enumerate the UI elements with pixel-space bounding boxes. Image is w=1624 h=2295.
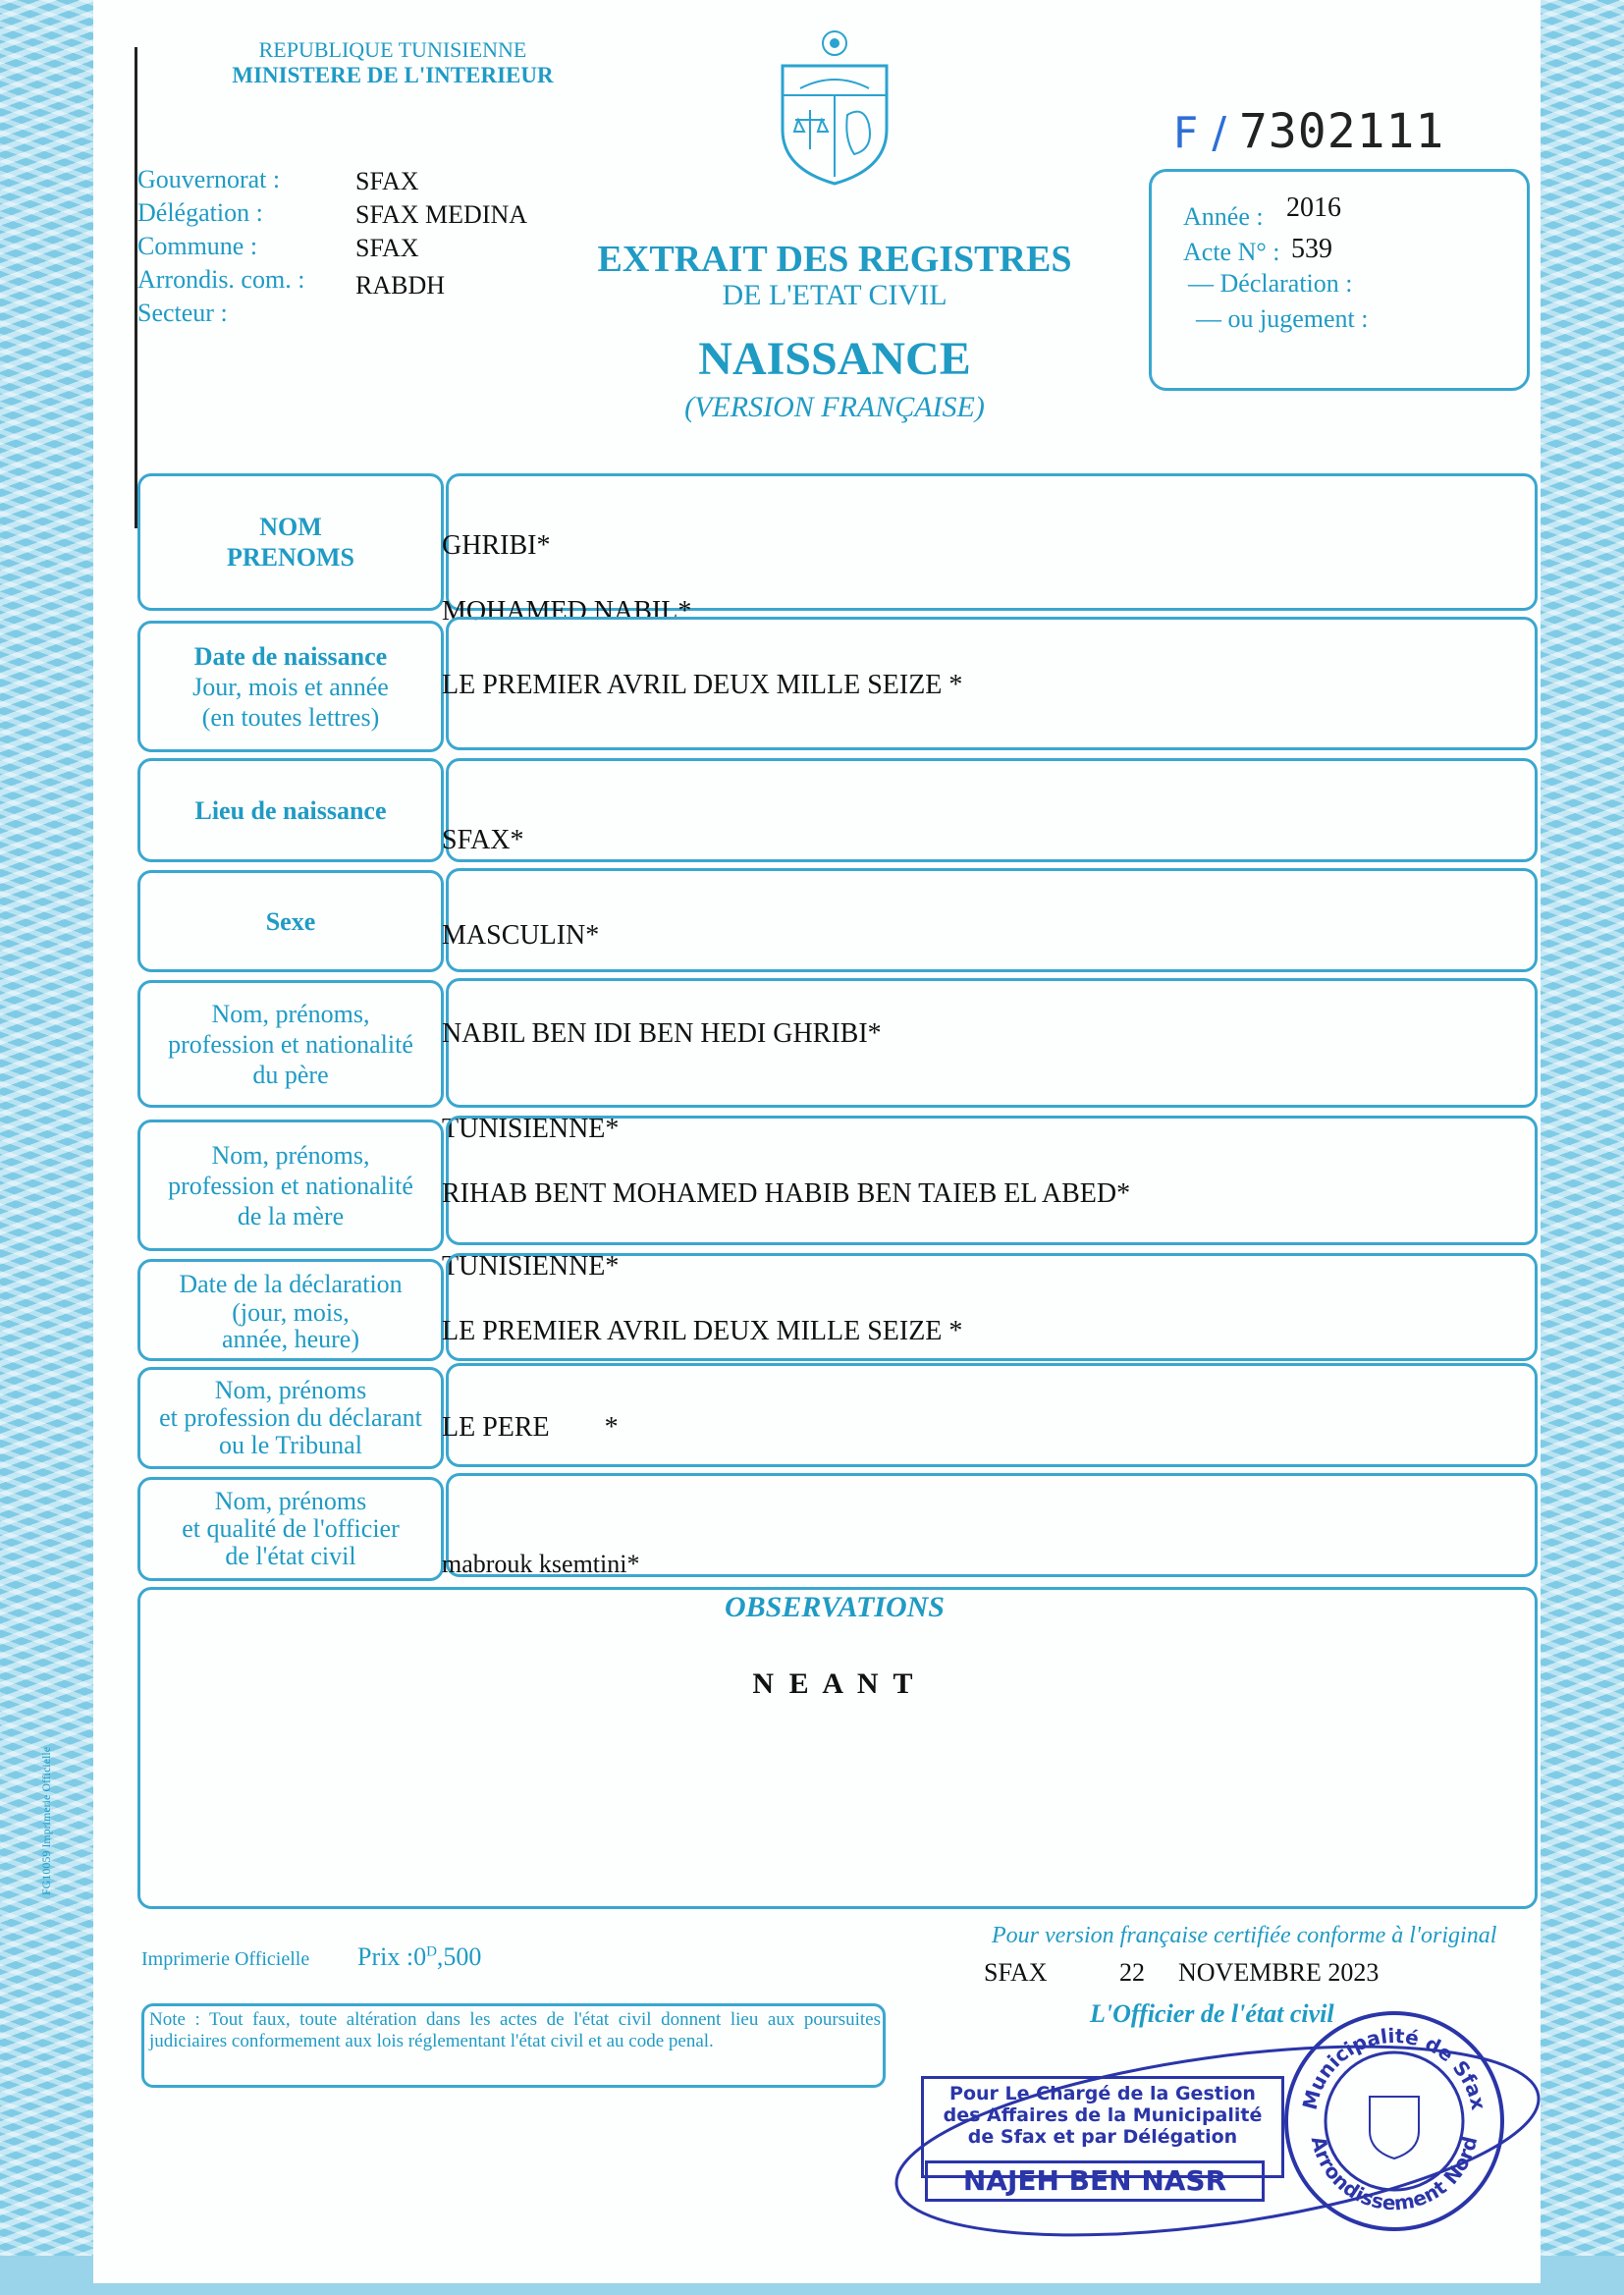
stamp-line: Pour Le Chargé de la Gestion — [949, 2083, 1256, 2104]
svg-text:Arrondissement Nord — [1307, 2134, 1483, 2215]
stamp-name: NAJEH BEN NASR — [962, 2164, 1227, 2197]
price-suffix: ,500 — [436, 1942, 482, 1971]
title-extrait: EXTRAIT DES REGISTRES — [597, 239, 1072, 280]
observations-box — [137, 1587, 1538, 1909]
printer-label: Imprimerie Officielle — [141, 1948, 310, 1970]
arrondissement-value: RABDH — [355, 271, 446, 300]
republic-label: REPUBLIQUE TUNISIENNE — [258, 37, 527, 62]
value-pere-nom: NABIL BEN IDI BEN HEDI GHRIBI* — [442, 1018, 882, 1049]
label-line: ou le Tribunal — [219, 1431, 362, 1459]
label-line: profession et nationalité — [168, 1029, 413, 1059]
label-pere — [137, 980, 444, 1108]
label-line: Lieu de naissance — [194, 795, 387, 825]
commune-value: SFAX — [355, 234, 419, 262]
location-values — [355, 165, 527, 302]
label-line: Date de la déclaration — [179, 1269, 403, 1298]
value-lieu-naissance: SFAX* — [442, 825, 524, 855]
value-box-nom — [446, 473, 1538, 611]
value-date-declaration: LE PREMIER AVRIL DEUX MILLE SEIZE * — [442, 1316, 963, 1346]
arrondissement-label: Arrondis. com. : — [137, 265, 305, 294]
value-officier: mabrouk ksemtini* — [442, 1550, 640, 1578]
label-line: et profession du déclarant — [159, 1403, 422, 1432]
side-print-code: FG10059 Imprimerie Officielle — [39, 1746, 53, 1895]
acte-value: 539 — [1291, 234, 1332, 264]
coat-of-arms-emblem — [771, 22, 898, 189]
label-line: Jour, mois et année — [192, 672, 389, 701]
delegation-label: Délégation : — [137, 198, 263, 227]
value-box-sexe — [446, 868, 1538, 972]
round-stamp-top: Municipalité de Sfax — [1297, 2023, 1491, 2112]
gouvernorat-value: SFAX — [355, 167, 419, 195]
label-line: de la mère — [237, 1201, 345, 1230]
price-label — [357, 1942, 481, 1972]
label-line: de l'état civil — [225, 1542, 356, 1570]
observations-title: OBSERVATIONS — [725, 1591, 945, 1623]
price-prefix: Prix :0 — [357, 1942, 427, 1971]
label-lieu-naissance — [137, 758, 444, 862]
location-labels — [137, 163, 304, 330]
value-mere-nom: RIHAB BENT MOHAMED HABIB BEN TAIEB EL ABED* — [442, 1178, 1131, 1209]
officer-label: L'Officier de l'état civil — [1090, 1999, 1334, 2028]
acte-label: Acte N° : — [1183, 238, 1280, 266]
price-sup: D — [426, 1943, 437, 1960]
serial-number: 7302111 — [1239, 104, 1445, 159]
label-officier — [137, 1477, 444, 1581]
title-version: (VERSION FRANÇAISE) — [684, 391, 985, 423]
title-etat-civil: DE L'ETAT CIVIL — [722, 279, 947, 311]
label-date-naissance — [137, 621, 444, 752]
title-naissance: NAISSANCE — [698, 333, 971, 385]
label-line: Sexe — [265, 906, 316, 936]
secteur-label: Secteur : — [137, 299, 228, 327]
ministry-label: MINISTERE DE L'INTERIEUR — [232, 63, 554, 87]
jugement-label: — ou jugement : — [1196, 304, 1369, 333]
label-mere — [137, 1120, 444, 1251]
certified-text: Pour version française certifiée conforme à l'original — [992, 1923, 1497, 1948]
observations-text: N E A N T — [752, 1667, 917, 1700]
day-value: 22 — [1119, 1958, 1145, 1987]
delegation-value: SFAX MEDINA — [355, 200, 528, 229]
label-line: (en toutes lettres) — [201, 702, 380, 732]
value-pere-nationalite: TUNISIENNE* — [442, 1114, 620, 1144]
gouvernorat-label: Gouvernorat : — [137, 165, 281, 193]
label-line: et qualité de l'officier — [182, 1514, 400, 1543]
label-nom-prenoms — [137, 473, 444, 611]
label-line: Nom, prénoms, — [211, 999, 370, 1028]
annee-value: 2016 — [1286, 192, 1341, 223]
right-decorative-border — [1541, 0, 1624, 2295]
label-line: Nom, prénoms, — [211, 1140, 370, 1170]
value-nom: GHRIBI* — [442, 530, 551, 561]
label-sexe — [137, 870, 444, 972]
label-date-declaration — [137, 1259, 444, 1361]
municipal-round-stamp — [1276, 2003, 1512, 2239]
value-box-lieu — [446, 758, 1538, 862]
round-stamp-bottom: Arrondissement Nord — [1306, 2133, 1483, 2215]
city-value: SFAX — [984, 1958, 1048, 1987]
label-line: année, heure) — [221, 1324, 360, 1353]
commune-label: Commune : — [137, 232, 258, 260]
label-line: (jour, mois, — [232, 1297, 350, 1327]
left-decorative-border — [0, 0, 93, 2295]
label-line: profession et nationalité — [168, 1171, 413, 1200]
value-declarant: LE PERE * — [442, 1412, 619, 1443]
stamp-line: des Affaires de la Municipalité — [943, 2104, 1263, 2126]
label-line: NOM — [259, 513, 322, 541]
declaration-label: — Déclaration : — [1188, 269, 1353, 298]
value-mere-nationalite: TUNISIENNE* — [442, 1251, 620, 1282]
label-line: du père — [252, 1060, 329, 1089]
label-line: Nom, prénoms — [214, 1376, 367, 1404]
serial-prefix: F / — [1173, 108, 1227, 158]
annee-label: Année : — [1183, 202, 1264, 231]
label-line: Date de naissance — [193, 641, 388, 671]
stamp-line: de Sfax et par Délégation — [967, 2126, 1238, 2148]
value-prenoms: MOHAMED NABIL* — [442, 596, 692, 627]
note-text: Note : Tout faux, toute altération dans les actes de l'état civil donnent lieu aux poursuites judiciaires conformement aux lois réglementant l'état civil et au code penal. — [149, 2009, 881, 2051]
label-line: PRENOMS — [227, 543, 354, 572]
value-sexe: MASCULIN* — [442, 920, 600, 951]
month-year-value: NOVEMBRE 2023 — [1178, 1958, 1380, 1987]
value-date-naissance: LE PREMIER AVRIL DEUX MILLE SEIZE * — [442, 670, 963, 700]
label-line: Nom, prénoms — [214, 1487, 367, 1515]
label-declarant — [137, 1367, 444, 1469]
